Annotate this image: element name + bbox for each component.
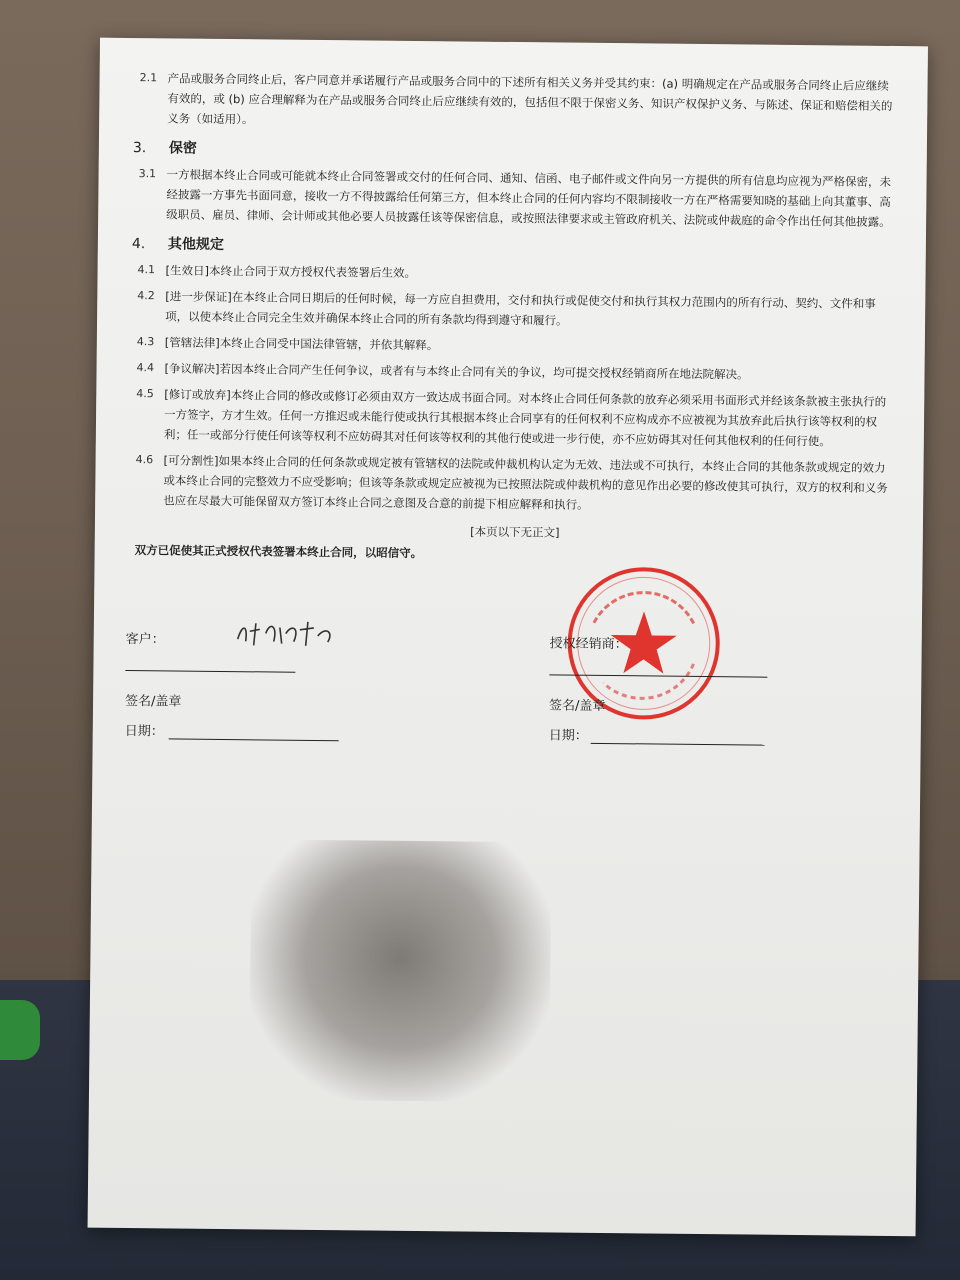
clause-number: 3.1 xyxy=(138,167,157,181)
witness-statement: 双方已促使其正式授权代表签署本终止合同，以昭信守。 xyxy=(134,543,423,561)
green-object xyxy=(0,1000,40,1060)
section-number: 3. xyxy=(132,140,147,157)
dealer-sign-seal-label: 签名/盖章 xyxy=(548,698,606,714)
clause-4-2 xyxy=(137,286,897,334)
customer-date-line xyxy=(169,738,339,741)
clause-text: [争议解决]若因本终止合同产生任何争议，或者有与本终止合同有关的争议，均可提交授权经销商所在地法院解决。 xyxy=(164,361,749,382)
section-number: 4. xyxy=(131,236,146,253)
clause-text: 产品或服务合同终止后，客户同意并承诺履行产品或服务合同中的下述所有相关义务并受其约束：(a) 明确规定在产品或服务合同终止后应继续有效的，或 (b) 应合理解释为在产品或服务合同终止后应继续有效的，包括但不限于保密义务、知识产权保护义务、与陈述、保证和赔偿相关的义务（如适用）。 xyxy=(167,71,893,127)
dealer-date-label: 日期： xyxy=(548,728,588,744)
no-more-text-note: [本页以下无正文] xyxy=(470,524,560,540)
clause-text: [管辖法律]本终止合同受中国法律管辖，并依其解释。 xyxy=(164,335,439,353)
section-title: 其他规定 xyxy=(167,236,224,253)
signature-block xyxy=(124,570,894,778)
clause-number: 4.2 xyxy=(137,289,155,303)
dealer-date-line xyxy=(591,743,765,746)
section-3-heading xyxy=(133,138,899,166)
clause-4-3 xyxy=(137,332,897,360)
clause-number: 4.1 xyxy=(137,263,156,277)
section-title: 保密 xyxy=(168,140,197,157)
dealer-label: 授权经销商： xyxy=(549,636,628,653)
clause-number: 4.4 xyxy=(136,361,155,375)
customer-sign-seal-label: 签名/盖章 xyxy=(124,693,182,710)
clause-3-1 xyxy=(138,164,899,232)
clause-4-1 xyxy=(137,260,897,288)
clause-text: [修订或放弃]本终止合同的修改或修订必须由双方一致达成书面合同。对本终止合同任何条款的放弃必须采用书面形式并经该条款被主张执行的一方签字，方才生效。任何一方推迟或未能行使或执行其根据本终止合同享有的任何权利不应构成亦不应被视为其放弃此后执行该等权利的权利；任一或部分行使任何该等权利不应妨碍其对任何该等权利的其他行使或进一步行使，亦不应妨碍其对任何其他权利的任何行使。 xyxy=(163,387,887,449)
customer-signature xyxy=(230,611,350,652)
customer-sign-line xyxy=(125,670,295,673)
page-content xyxy=(124,68,899,778)
customer-label: 客户： xyxy=(125,631,165,648)
clause-4-5 xyxy=(136,384,897,452)
clause-text: 一方根据本终止合同或可能就本终止合同签署或交付的任何合同、通知、信函、电子邮件或文件向另一方提供的所有信息均应视为严格保密，未经披露一方事先书面同意，接收一方不得披露给任何第三方，但本终止合同的任何内容均不限制接收一方在严格需要知晓的基础上向其董事、高级职员、雇员、律师、会计师或其他必要人员披露任该等保密信息，或按照法律要求或主管政府机关、法院或仲裁庭的命令作出任何其他披露。 xyxy=(166,167,892,229)
clause-text: [生效日]本终止合同于双方授权代表签署后生效。 xyxy=(165,263,417,280)
clause-text: [可分割性]如果本终止合同的任何条款或规定被有管辖权的法院或仲裁机构认定为无效、违法或不可执行，本终止合同的其他条款或规定的效力或本终止合同的完整效力不应受影响；但该等条款或规定应被视为已按照法院或仲裁机构的意见作出必要的修改使其可执行，双方的权利和义务也应在尽最大可能保留双方签订本终止合同之意图及合意的前提下相应解释和执行。 xyxy=(163,453,888,512)
clause-2-1 xyxy=(139,68,900,136)
clause-number: 2.1 xyxy=(139,71,158,85)
customer-date-label: 日期： xyxy=(124,723,164,740)
clause-number: 4.3 xyxy=(136,335,155,349)
contract-page xyxy=(88,38,928,1237)
clause-4-6 xyxy=(135,450,896,518)
clause-number: 4.6 xyxy=(135,453,154,467)
clause-text: [进一步保证]在本终止合同日期后的任何时候，每一方应自担费用，交付和执行或促使交付和执行其权力范围内的所有行动、契约、文件和事项，以使本终止合同完全生效并确保本终止合同的所有条款均得到遵守和履行。 xyxy=(165,289,876,328)
clause-number: 4.5 xyxy=(136,387,154,401)
phone-shadow xyxy=(249,839,552,1102)
section-4-heading xyxy=(132,234,898,262)
clause-4-4 xyxy=(136,358,896,386)
